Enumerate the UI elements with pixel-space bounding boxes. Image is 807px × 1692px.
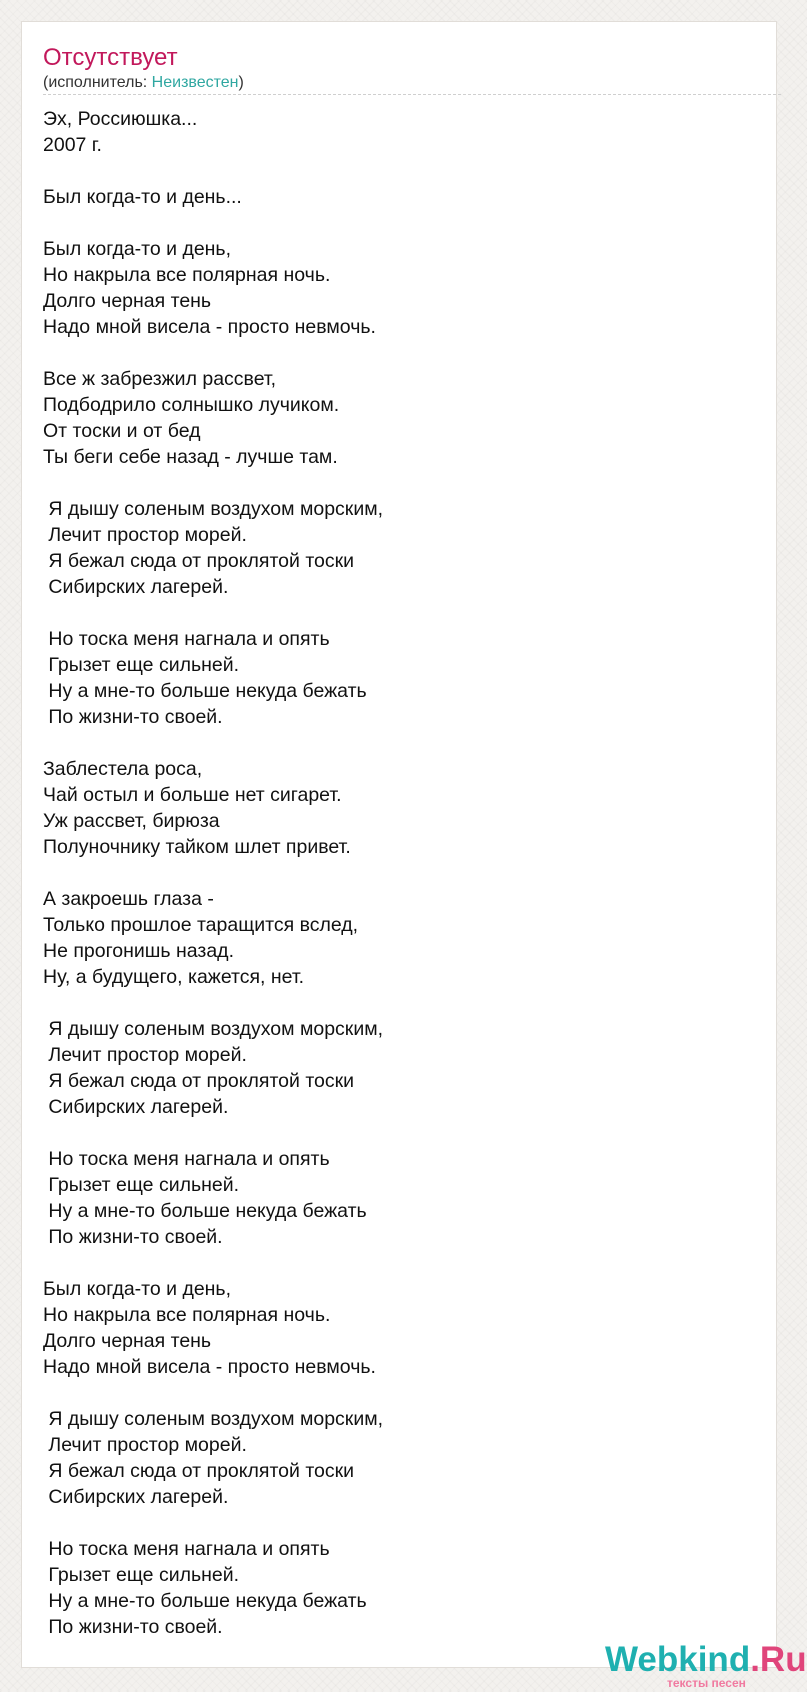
lyrics-line: Лечит простор морей. xyxy=(43,1434,247,1456)
lyrics-line: Сибирских лагерей. xyxy=(43,1096,229,1118)
lyrics-line: Но тоска меня нагнала и опять xyxy=(43,628,330,650)
logo-tld-text: .Ru xyxy=(750,1640,807,1679)
lyrics-line: Я дышу соленым воздухом морским, xyxy=(43,498,384,520)
title-divider xyxy=(43,94,781,95)
lyrics-line: А закроешь глаза - xyxy=(43,888,214,910)
logo-main-text: Webkind xyxy=(605,1640,751,1679)
lyrics-line: Полуночнику тайком шлет привет. xyxy=(43,836,351,858)
lyrics-line: Грызет еще сильней. xyxy=(43,1174,240,1196)
lyrics-line: Только прошлое таращится вслед, xyxy=(43,914,359,936)
lyrics-line: Чай остыл и больше нет сигарет. xyxy=(43,784,342,806)
lyrics-line: Ну, а будущего, кажется, нет. xyxy=(43,966,305,988)
lyrics-line: Не прогонишь назад. xyxy=(43,940,234,962)
lyrics-line: Ну а мне-то больше некуда бежать xyxy=(43,1590,367,1612)
lyrics-line: Все ж забрезжил рассвет, xyxy=(43,368,277,390)
lyrics-line: Ну а мне-то больше некуда бежать xyxy=(43,680,367,702)
lyrics-line: От тоски и от бед xyxy=(43,420,201,442)
lyrics-line: Надо мной висела - просто невмочь. xyxy=(43,316,376,338)
lyrics-line: По жизни-то своей. xyxy=(43,706,223,728)
lyrics-line: Грызет еще сильней. xyxy=(43,654,240,676)
lyrics-line: Но тоска меня нагнала и опять xyxy=(43,1148,330,1170)
lyrics-line: Я дышу соленым воздухом морским, xyxy=(43,1018,384,1040)
lyrics-line: Грызет еще сильней. xyxy=(43,1564,240,1586)
lyrics-line: Но накрыла все полярная ночь. xyxy=(43,264,331,286)
lyrics-line: Уж рассвет, бирюза xyxy=(43,810,220,832)
lyrics-line: Долго черная тень xyxy=(43,1330,212,1352)
lyrics-line: Ты беги себе назад - лучше там. xyxy=(43,446,338,468)
lyrics-card xyxy=(21,21,807,1690)
lyrics-line: Был когда-то и день, xyxy=(43,1278,232,1300)
lyrics-line: Эх, Россиюшка... xyxy=(43,108,198,130)
lyrics-text xyxy=(43,106,743,1640)
artist-suffix: ) xyxy=(238,74,244,91)
artist-line xyxy=(43,73,244,93)
lyrics-line: Надо мной висела - просто невмочь. xyxy=(43,1356,376,1378)
lyrics-line: Ну а мне-то больше некуда бежать xyxy=(43,1200,367,1222)
lyrics-line: Подбодрило солнышко лучиком. xyxy=(43,394,340,416)
lyrics-line: Я бежал сюда от проклятой тоски xyxy=(43,1460,355,1482)
lyrics-line: Лечит простор морей. xyxy=(43,524,247,546)
lyrics-line: Я бежал сюда от проклятой тоски xyxy=(43,550,355,572)
lyrics-line: По жизни-то своей. xyxy=(43,1226,223,1248)
webkind-logo xyxy=(605,1640,807,1692)
lyrics-line: По жизни-то своей. xyxy=(43,1616,223,1638)
lyrics-line: Но тоска меня нагнала и опять xyxy=(43,1538,330,1560)
lyrics-line: Заблестела роса, xyxy=(43,758,203,780)
lyrics-line: Лечит простор морей. xyxy=(43,1044,247,1066)
lyrics-line: Сибирских лагерей. xyxy=(43,1486,229,1508)
logo-subtitle: тексты песен xyxy=(667,1676,746,1690)
lyrics-line: Был когда-то и день, xyxy=(43,238,232,260)
lyrics-line: Был когда-то и день... xyxy=(43,186,242,208)
lyrics-line: Но накрыла все полярная ночь. xyxy=(43,1304,331,1326)
lyrics-line: Сибирских лагерей. xyxy=(43,576,229,598)
song-title: Отсутствует xyxy=(43,44,178,71)
lyrics-line: Я бежал сюда от проклятой тоски xyxy=(43,1070,355,1092)
artist-link[interactable]: Неизвестен xyxy=(151,74,239,91)
logo-wordmark xyxy=(605,1640,807,1680)
lyrics-line: 2007 г. xyxy=(43,134,102,156)
artist-prefix: (исполнитель: xyxy=(43,74,152,91)
lyrics-line: Долго черная тень xyxy=(43,290,212,312)
lyrics-line: Я дышу соленым воздухом морским, xyxy=(43,1408,384,1430)
